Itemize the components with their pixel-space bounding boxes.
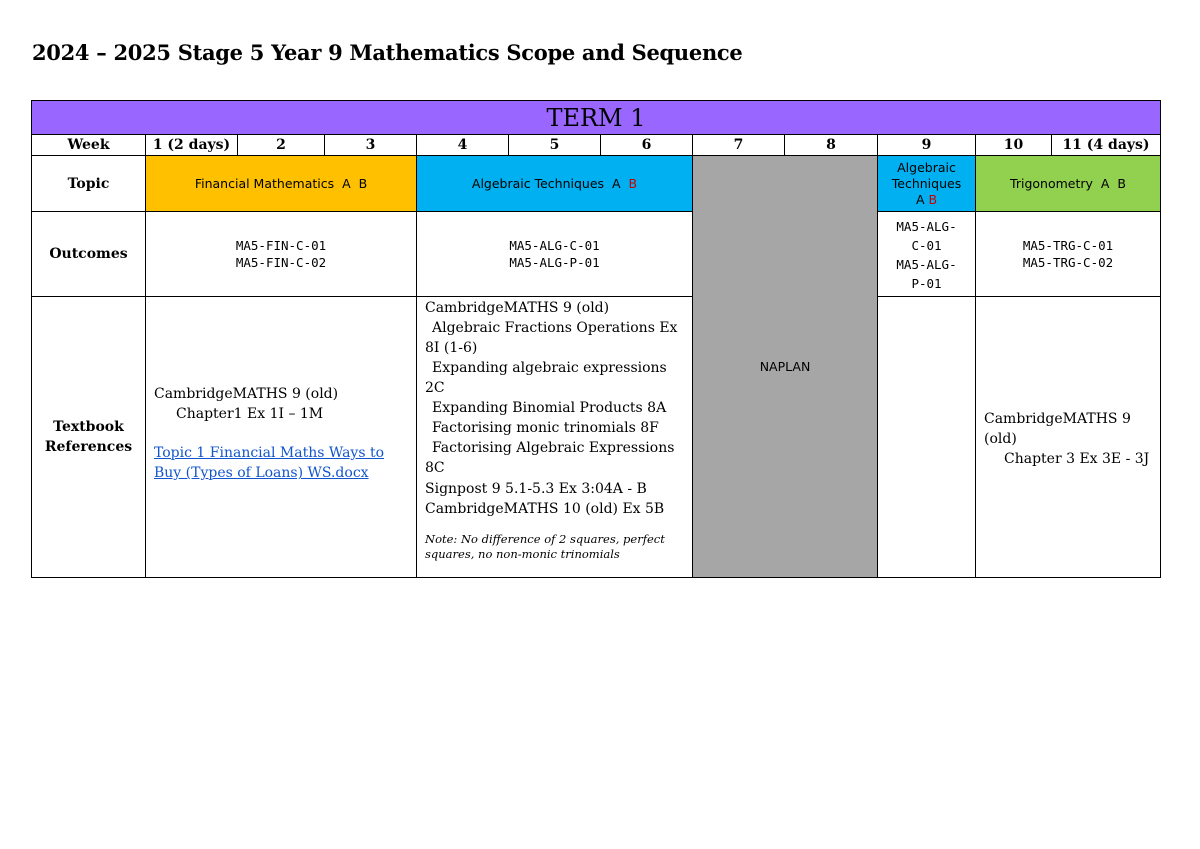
signpost-ref: Signpost 9 5.1-5.3 Ex 3:04A - B bbox=[425, 481, 647, 497]
exercise-line: Factorising monic trinomials 8F bbox=[432, 420, 659, 436]
page-title: 2024 – 2025 Stage 5 Year 9 Mathematics Scope and Sequence bbox=[32, 40, 743, 65]
textbook-trig bbox=[976, 297, 1160, 577]
naplan-block bbox=[693, 156, 878, 577]
note: Note: No difference of 2 squares, perfect squares, no non-monic trinomials bbox=[425, 532, 665, 561]
textbook-algebraic bbox=[417, 297, 693, 577]
outcomes-algebraic bbox=[417, 212, 693, 297]
topic-financial-mathematics bbox=[146, 156, 417, 212]
book-edition: (old) bbox=[984, 431, 1017, 447]
exercise-line: 8C bbox=[425, 460, 445, 476]
exercise-line: Expanding Binomial Products 8A bbox=[432, 400, 667, 416]
scope-sequence-table bbox=[31, 100, 1161, 578]
outcome-code: MA5-ALG-P-01 bbox=[509, 255, 600, 270]
week-4: 4 bbox=[417, 135, 509, 156]
term-header: TERM 1 bbox=[32, 101, 1160, 135]
exercise-line: Algebraic Fractions Operations Ex bbox=[432, 320, 678, 336]
week-3: 3 bbox=[325, 135, 417, 156]
exercise-line: Expanding algebraic expressions bbox=[432, 360, 667, 376]
outcomes-financial bbox=[146, 212, 417, 297]
week-9: 9 bbox=[878, 135, 976, 156]
outcome-code: MA5-ALG- bbox=[896, 219, 957, 234]
level-a: A bbox=[1100, 176, 1110, 191]
week-2: 2 bbox=[238, 135, 325, 156]
textbook-financial bbox=[146, 297, 417, 577]
outcome-code: MA5-FIN-C-01 bbox=[235, 238, 327, 253]
outcomes-trig bbox=[976, 212, 1160, 297]
topic-label: Topic bbox=[32, 156, 146, 212]
cambridge10-ref: CambridgeMATHS 10 (old) Ex 5B bbox=[425, 501, 665, 517]
label-line: References bbox=[44, 439, 133, 455]
book-title: CambridgeMATHS 9 (old) bbox=[154, 386, 339, 402]
week-label: Week bbox=[32, 135, 146, 156]
week-1: 1 (2 days) bbox=[146, 135, 238, 156]
level-b: B bbox=[358, 176, 368, 191]
outcome-code: P-01 bbox=[911, 276, 942, 291]
level-b: B bbox=[628, 176, 638, 191]
level-a: A bbox=[915, 191, 925, 207]
outcomes-label: Outcomes bbox=[32, 212, 146, 297]
outcomes-algebraic-week9 bbox=[878, 212, 976, 297]
naplan-label: NAPLAN bbox=[759, 359, 811, 374]
outcome-code: MA5-ALG-C-01 bbox=[509, 238, 600, 253]
week-6: 6 bbox=[601, 135, 693, 156]
week-7: 7 bbox=[693, 135, 785, 156]
topic-trigonometry bbox=[976, 156, 1160, 212]
week-11: 11 (4 days) bbox=[1052, 135, 1160, 156]
chapter-ref: Chapter1 Ex 1I – 1M bbox=[176, 406, 324, 422]
topic-name: Trigonometry bbox=[1010, 176, 1093, 191]
level-a: A bbox=[342, 176, 351, 191]
book-title: CambridgeMATHS 9 (old) bbox=[425, 300, 610, 316]
textbook-label bbox=[32, 297, 146, 577]
outcome-code: C-01 bbox=[911, 238, 942, 253]
textbook-algebraic-week9 bbox=[878, 297, 976, 577]
level-b: B bbox=[928, 191, 938, 207]
outcome-code: MA5-TRG-C-01 bbox=[1022, 238, 1114, 253]
outcome-code: MA5-ALG- bbox=[896, 257, 957, 272]
book-title: CambridgeMATHS 9 bbox=[984, 411, 1131, 427]
label-line: Textbook bbox=[53, 419, 124, 435]
worksheet-link[interactable]: Topic 1 Financial Maths Ways to Buy (Types of Loans) WS.docx bbox=[154, 445, 385, 481]
week-10: 10 bbox=[976, 135, 1052, 156]
exercise-line: Factorising Algebraic Expressions bbox=[432, 440, 675, 456]
exercise-line: 8I (1-6) bbox=[425, 340, 478, 356]
topic-name: Financial Mathematics bbox=[194, 176, 335, 191]
topic-algebraic-techniques-week9 bbox=[878, 156, 976, 212]
week-5: 5 bbox=[509, 135, 601, 156]
topic-line1: Algebraic bbox=[897, 159, 956, 175]
exercise-line: 2C bbox=[425, 380, 445, 396]
topic-name: Algebraic Techniques bbox=[471, 176, 605, 191]
topic-algebraic-techniques bbox=[417, 156, 693, 212]
level-b: B bbox=[1117, 176, 1126, 191]
week-8: 8 bbox=[785, 135, 878, 156]
topic-line2: Techniques bbox=[891, 175, 962, 191]
level-a: A bbox=[612, 176, 621, 191]
chapter-ref: Chapter 3 Ex 3E - 3J bbox=[1004, 451, 1150, 467]
outcome-code: MA5-FIN-C-02 bbox=[235, 255, 327, 270]
outcome-code: MA5-TRG-C-02 bbox=[1022, 255, 1114, 270]
